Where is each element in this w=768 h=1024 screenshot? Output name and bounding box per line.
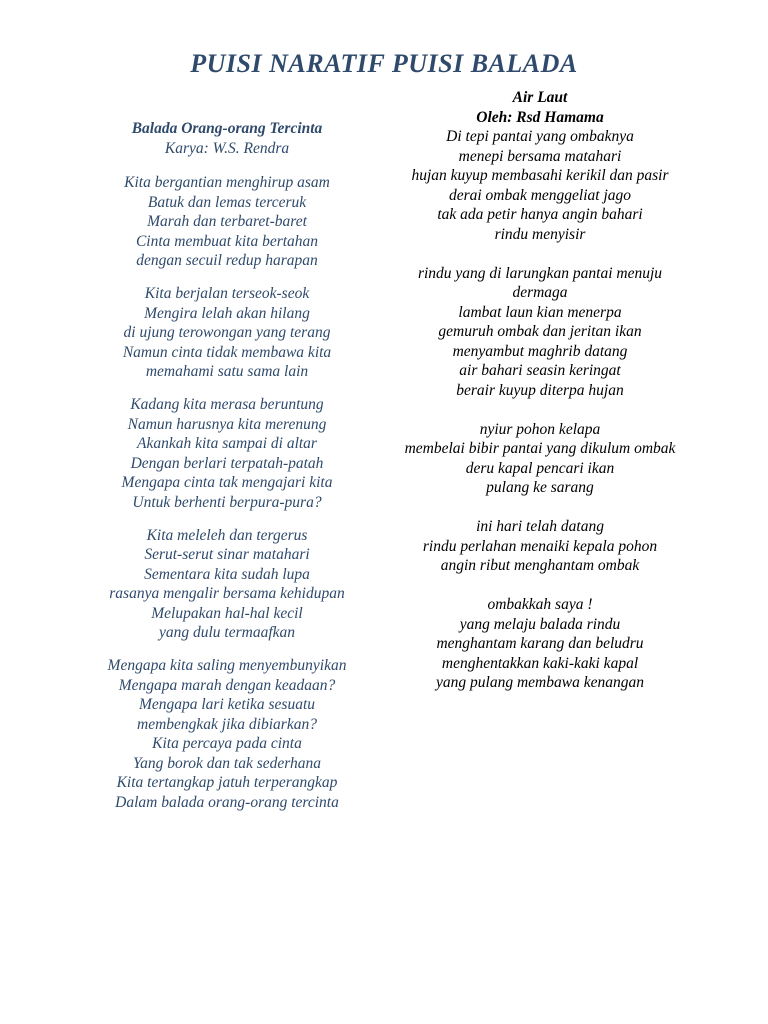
poem-line: Kita berjalan terseok-seok bbox=[144, 285, 310, 302]
poem-line: ini hari telah datang bbox=[476, 518, 604, 535]
poem-line: Kita tertangkap jatuh terperangkap bbox=[116, 774, 338, 791]
poem-line: berair kuyup diterpa hujan bbox=[456, 381, 624, 399]
poem-line: Dalam balada orang-orang tercinta bbox=[115, 793, 339, 811]
poem-line: Kita bergantian menghirup asam bbox=[124, 174, 330, 191]
poem-line: Mengapa lari ketika sesuatu bbox=[138, 696, 316, 713]
right-poem-title: Air Laut bbox=[512, 89, 568, 106]
stanza bbox=[395, 420, 685, 498]
poem-line: yang melaju balada rindu bbox=[459, 615, 621, 633]
stanza bbox=[395, 595, 685, 693]
poem-line: angin ribut menghantam ombak bbox=[440, 557, 640, 574]
poem-line: Cinta membuat kita bertahan bbox=[135, 232, 319, 250]
poem-line: derai ombak menggeliat jago bbox=[448, 186, 632, 204]
stanza bbox=[82, 173, 372, 271]
poem-line: yang dulu termaafkan bbox=[158, 624, 296, 641]
poem-line: nyiur pohon kelapa bbox=[479, 420, 601, 438]
poem-line: Yang borok dan tak sederhana bbox=[132, 754, 321, 772]
poem-line: rindu yang di larungkan pantai menuju dermaga bbox=[417, 264, 663, 301]
poem-line: rindu menyisir bbox=[494, 225, 586, 243]
stanza bbox=[82, 284, 372, 382]
poem-line: membelai bibir pantai yang dikulum ombak bbox=[404, 440, 676, 457]
poem-line: Namun harusnya kita merenung bbox=[127, 415, 327, 433]
poem-line: hujan kuyup membasahi kerikil dan pasir bbox=[411, 167, 669, 184]
poem-line: Akankah kita sampai di altar bbox=[137, 435, 317, 452]
poem-line: Melupakan hal-hal kecil bbox=[151, 604, 303, 622]
right-poem bbox=[395, 88, 685, 712]
poem-line: yang pulang membawa kenangan bbox=[436, 674, 644, 691]
poem-line: memahami satu sama lain bbox=[145, 363, 309, 380]
stanza bbox=[82, 526, 372, 643]
poem-line: Namun cinta tidak membawa kita bbox=[122, 343, 332, 361]
right-poem-author: Oleh: Rsd Hamama bbox=[476, 108, 604, 126]
poem-line: Kita meleleh dan tergerus bbox=[146, 526, 308, 544]
poem-line: air bahari seasin keringat bbox=[459, 362, 621, 379]
stanza bbox=[395, 264, 685, 401]
left-poem-author: Karya: W.S. Rendra bbox=[164, 139, 290, 157]
left-poem-title: Balada Orang-orang Tercinta bbox=[131, 120, 323, 137]
poem-line: menghantam karang dan beludru bbox=[436, 635, 644, 652]
poem-line: di ujung terowongan yang terang bbox=[123, 324, 331, 341]
poem-line: menyambut maghrib datang bbox=[452, 342, 628, 360]
poem-line: menepi bersama matahari bbox=[458, 147, 622, 165]
poem-line: membengkak jika dibiarkan? bbox=[137, 715, 317, 733]
poem-line: Marah dan terbaret-baret bbox=[147, 213, 307, 230]
left-poem-stanzas bbox=[82, 173, 372, 812]
stanza bbox=[395, 517, 685, 576]
poem-line: rasanya mengalir bersama kehidupan bbox=[109, 585, 345, 602]
poem-line: Dengan berlari terpatah-patah bbox=[130, 454, 324, 472]
poem-line: Kita percaya pada cinta bbox=[152, 735, 302, 752]
poem-line: pulang ke sarang bbox=[486, 479, 594, 496]
poem-line: Di tepi pantai yang ombaknya bbox=[446, 128, 634, 145]
poem-line: deru kapal pencari ikan bbox=[465, 459, 615, 477]
poem-line: Mengapa kita saling menyembunyikan bbox=[107, 657, 347, 674]
stanza bbox=[395, 127, 685, 244]
poem-line: rindu perlahan menaiki kepala pohon bbox=[422, 537, 658, 555]
poem-line: Mengapa cinta tak mengajari kita bbox=[121, 474, 333, 491]
poem-line: Batuk dan lemas terceruk bbox=[147, 193, 307, 211]
poem-line: Mengira lelah akan hilang bbox=[144, 304, 310, 322]
poem-line: lambat laun kian menerpa bbox=[458, 303, 622, 321]
poem-line: Mengapa marah dengan keadaan? bbox=[118, 676, 336, 694]
poem-line: ombakkah saya ! bbox=[487, 596, 593, 613]
page-title: PUISI NARATIF PUISI BALADA bbox=[190, 49, 578, 78]
right-poem-stanzas bbox=[395, 127, 685, 693]
poem-line: Serut-serut sinar matahari bbox=[144, 546, 310, 563]
poem-line: Sementara kita sudah lupa bbox=[144, 565, 310, 583]
stanza bbox=[82, 395, 372, 512]
stanza bbox=[82, 656, 372, 812]
poem-line: tak ada petir hanya angin bahari bbox=[437, 206, 643, 223]
poem-line: dengan secuil redup harapan bbox=[136, 252, 318, 269]
left-poem bbox=[82, 119, 372, 826]
poem-line: menghentakkan kaki-kaki kapal bbox=[441, 654, 639, 672]
poem-line: gemuruh ombak dan jeritan ikan bbox=[438, 323, 642, 340]
poem-line: Kadang kita merasa beruntung bbox=[130, 396, 324, 413]
poem-line: Untuk berhenti berpura-pura? bbox=[132, 493, 322, 511]
